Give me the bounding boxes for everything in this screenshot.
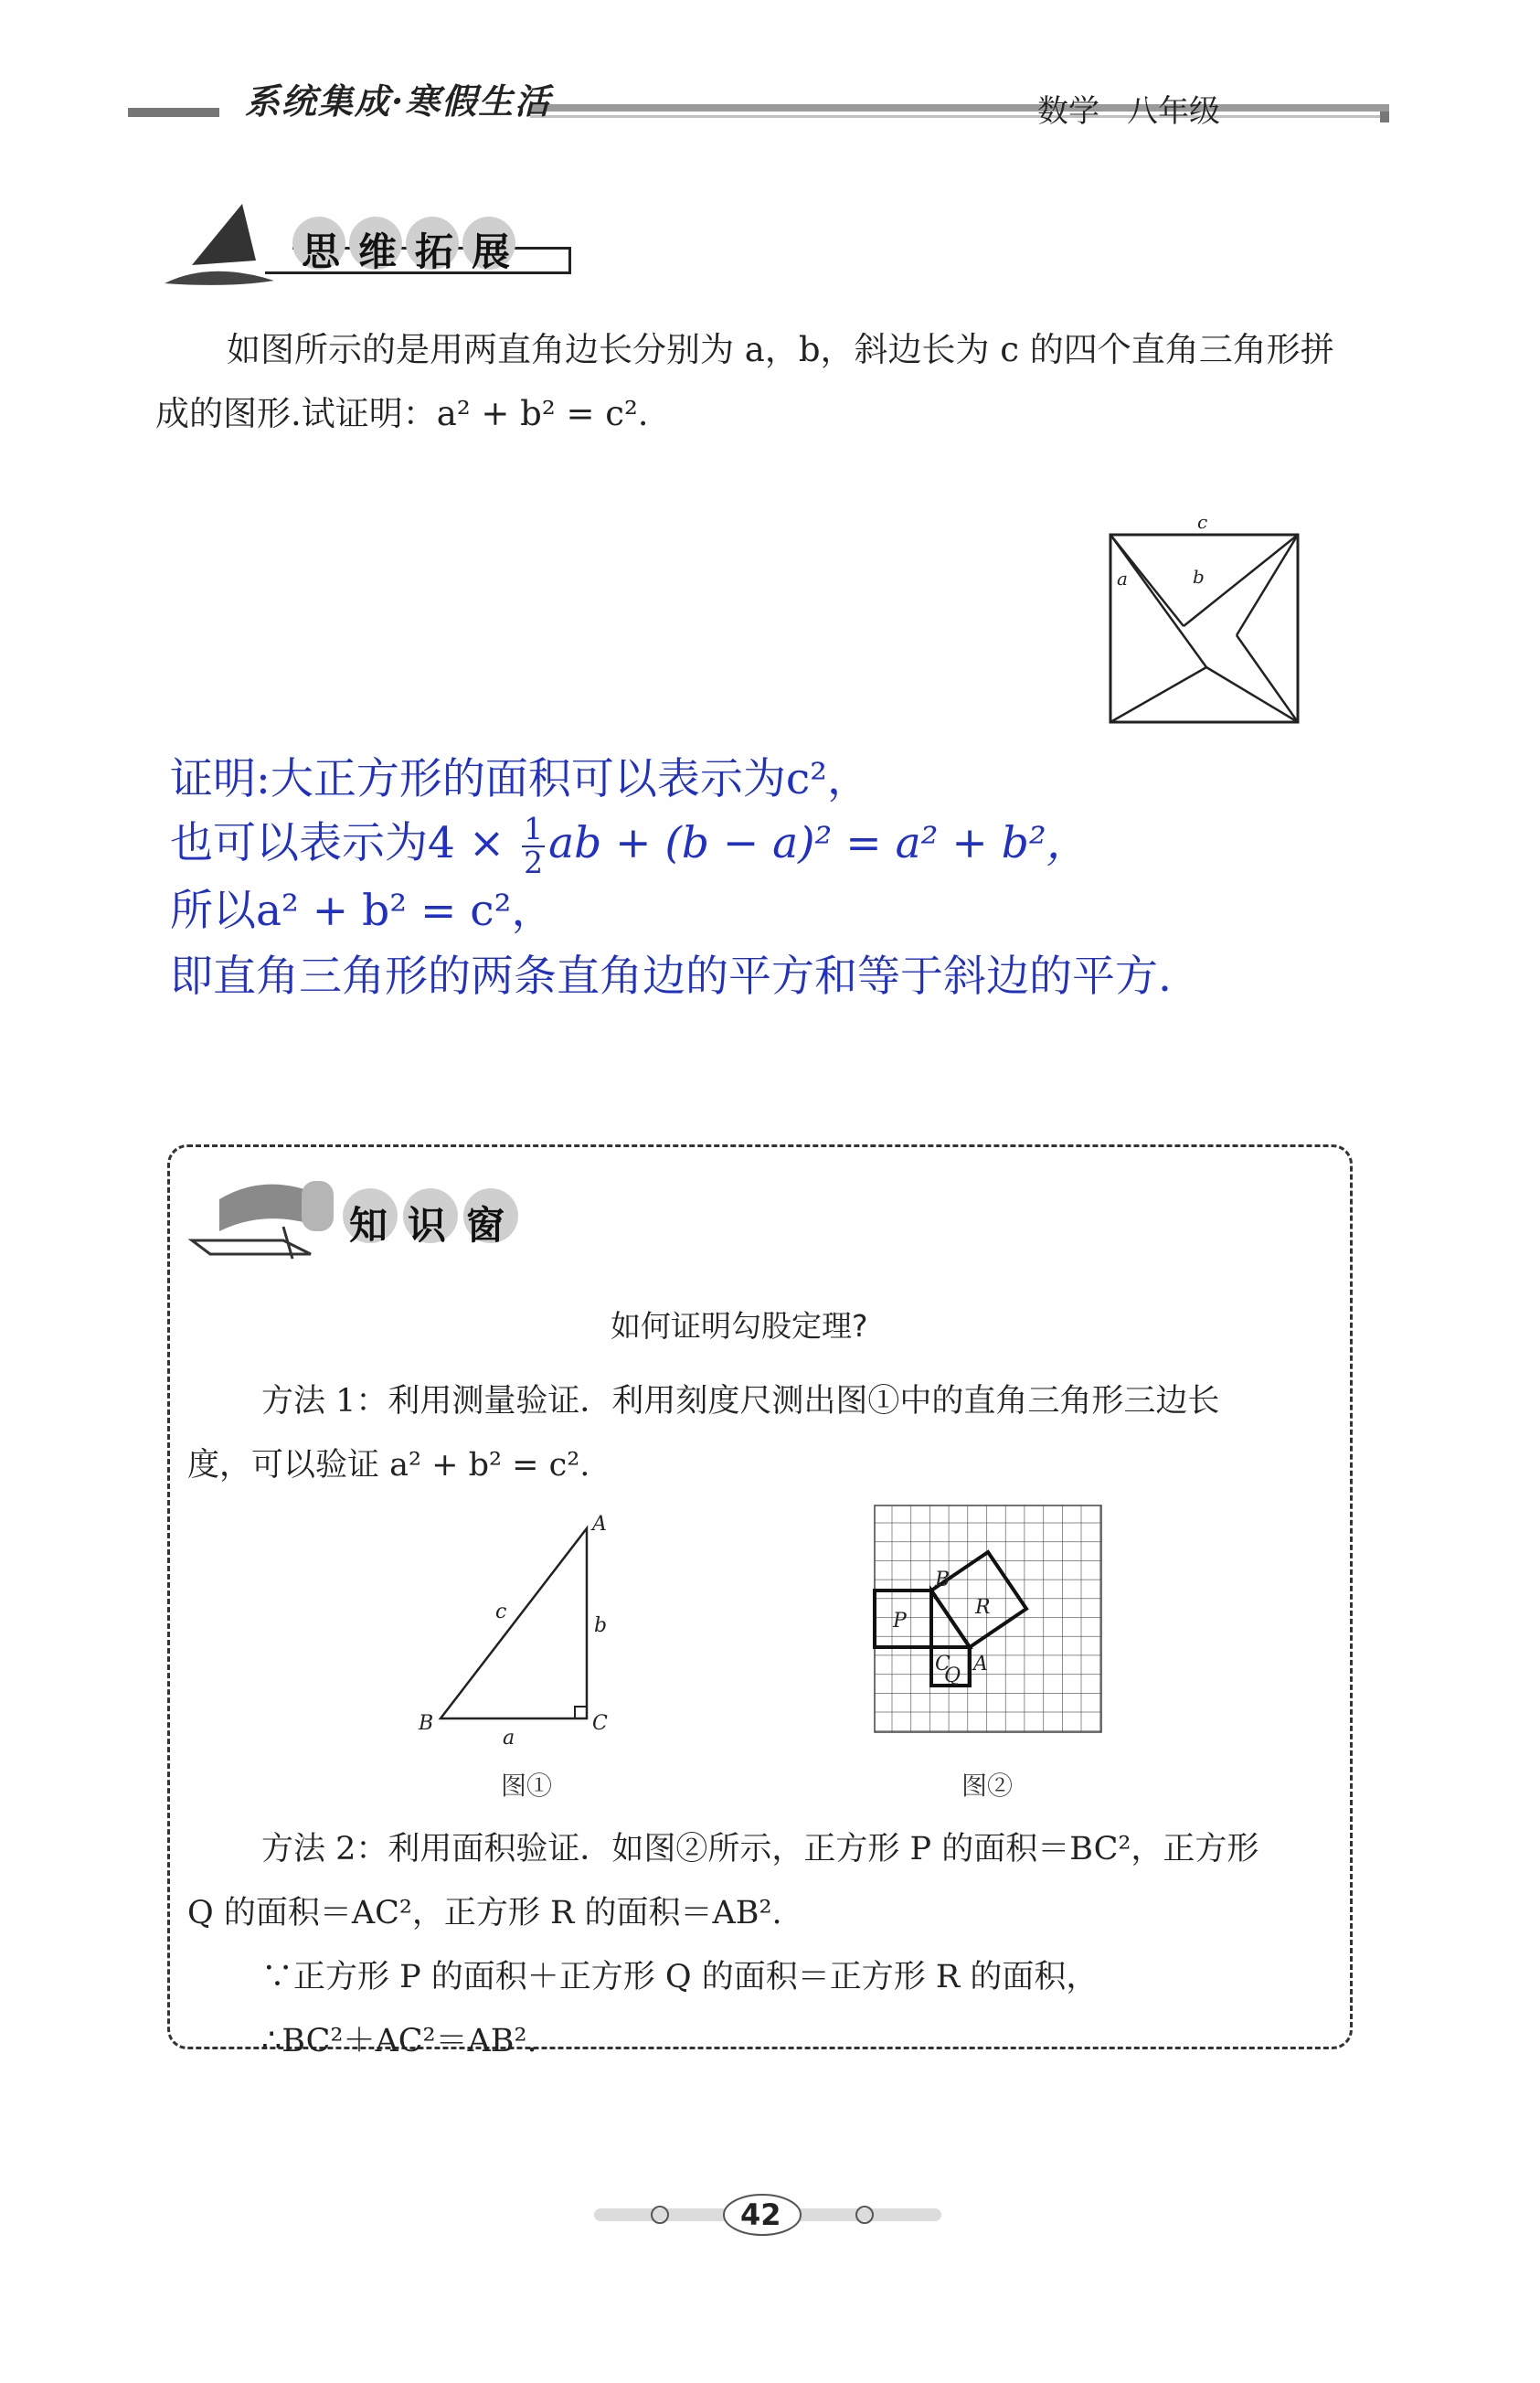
figure-1-triangle	[411, 1499, 631, 1773]
fig1-label-b: b	[594, 1614, 608, 1637]
subject-grade	[1037, 86, 1220, 131]
knowledge-title: 如何证明勾股定理?	[611, 1308, 868, 1344]
method2-line-2: Q 的面积＝AC²，正方形 R 的面积＝AB².	[187, 1895, 782, 1931]
page-number: 42	[740, 2197, 781, 2232]
method2-line-4: ∴BC²＋AC²＝AB².	[261, 2023, 537, 2059]
fig2-label-A: A	[973, 1653, 988, 1676]
grade-label: 八年级	[1127, 93, 1220, 130]
problem-line-2: 成的图形.试证明：a² + b² = c².	[155, 394, 649, 433]
fraction-denominator: 2	[524, 845, 544, 880]
fig2-label-R: R	[975, 1596, 991, 1619]
fig1-label-B: B	[419, 1712, 434, 1735]
fraction-numerator: 1	[524, 811, 544, 847]
fig2-label-P: P	[893, 1610, 907, 1633]
half-fraction	[522, 811, 545, 880]
fig2-label-B: B	[935, 1569, 951, 1591]
answer-line-2	[170, 812, 1089, 879]
thinking-banner	[155, 197, 585, 297]
method2-line-3: ∵正方形 P 的面积＋正方形 Q 的面积＝正方形 R 的面积，	[261, 1959, 1099, 1995]
fig-label-a: a	[1117, 568, 1128, 590]
figure-2-caption: 图②	[961, 1771, 1014, 1801]
fig-label-b: b	[1193, 566, 1205, 588]
method1-line-2: 度，可以验证 a² + b² = c².	[187, 1447, 590, 1484]
answer-line-4: 即直角三角形的两条直角边的平方和等于斜边的平方.	[170, 952, 1172, 1002]
method1-line-1: 方法 1：利用测量验证．利用刻度尺测出图①中的直角三角形三边长	[261, 1383, 1220, 1420]
fig1-label-C: C	[592, 1712, 608, 1735]
answer-line-3: 所以a² + b² = c²，	[170, 886, 555, 936]
fig2-label-C: C	[935, 1653, 951, 1676]
fig1-label-c: c	[495, 1601, 507, 1623]
scroll-book-icon	[183, 1163, 366, 1272]
answer-line-1: 证明:大正方形的面积可以表示为c²，	[170, 754, 870, 804]
thinking-banner-label: 思维拓展	[302, 229, 529, 274]
figure-1-caption: 图①	[501, 1771, 553, 1801]
knowledge-banner	[183, 1163, 567, 1272]
figure-2-grid	[873, 1504, 1110, 1746]
subject-label: 数学	[1037, 93, 1099, 130]
fig1-label-A: A	[592, 1513, 607, 1536]
answer-line-2-suffix: ab + (b − a)² = a² + b²，	[548, 818, 1089, 868]
problem-line-1: 如图所示的是用两直角边长分别为 a，b，斜边长为 c 的四个直角三角形拼	[227, 330, 1334, 369]
fig2-label-Q: Q	[944, 1665, 961, 1687]
method2-line-1: 方法 2：利用面积验证．如图②所示，正方形 P 的面积＝BC²，正方形	[261, 1831, 1259, 1867]
series-title: 系统集成·寒假生活	[245, 80, 552, 122]
fig1-label-a: a	[503, 1727, 515, 1750]
knowledge-banner-label: 知识窗	[349, 1203, 526, 1248]
answer-line-2-prefix: 也可以表示为4 ×	[170, 818, 519, 868]
pinwheel-figure	[1097, 512, 1316, 731]
fig-label-c: c	[1197, 512, 1208, 533]
